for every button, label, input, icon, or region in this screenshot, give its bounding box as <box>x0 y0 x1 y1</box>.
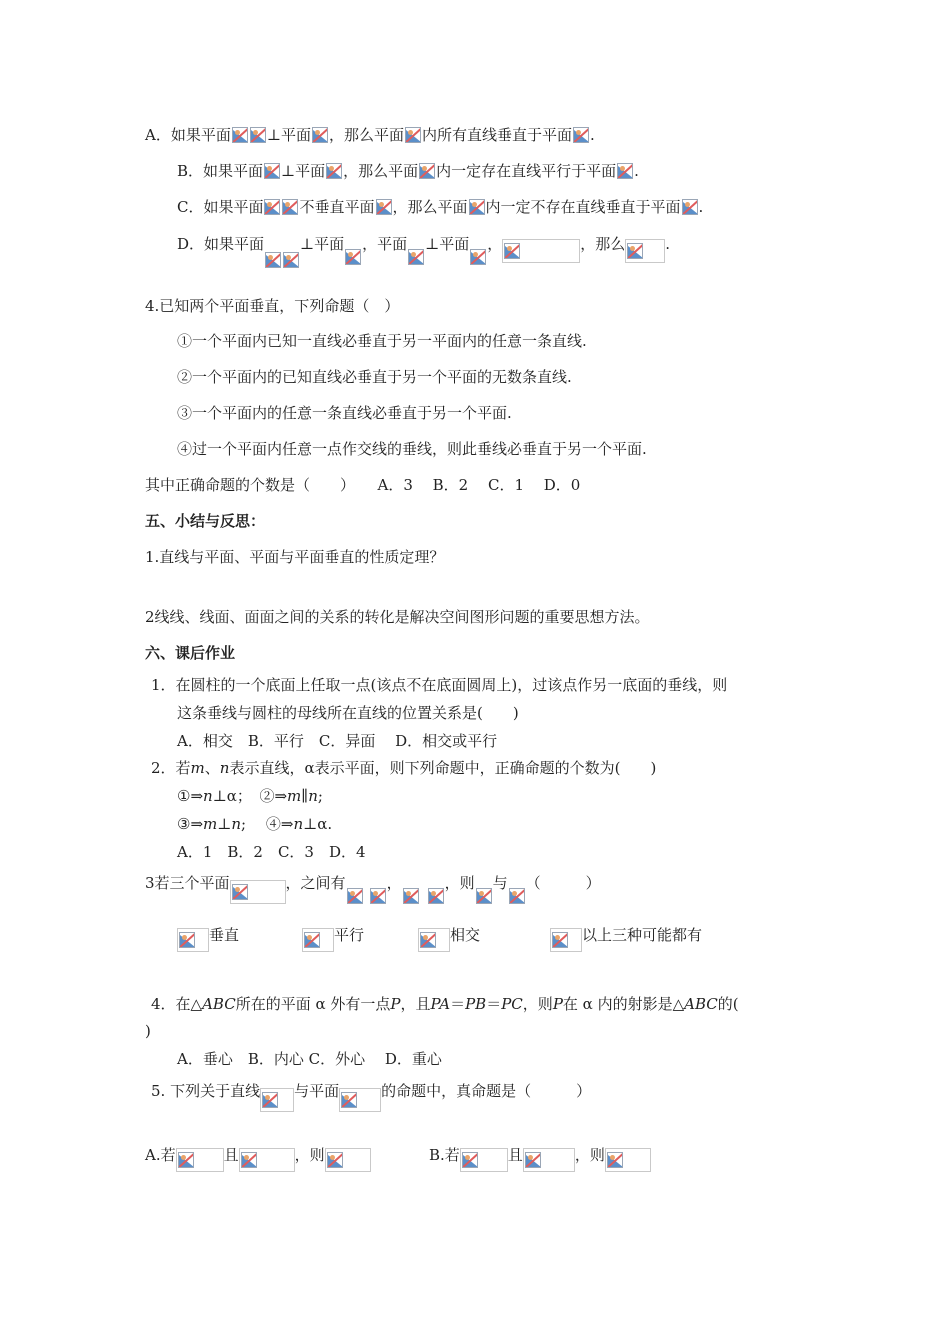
hw5-then2: ，则 <box>574 1146 605 1164</box>
broken-image-icon <box>241 1152 257 1168</box>
hw2-r1c: ⊥α； <box>212 787 260 805</box>
hw3-mid: ，之间有 <box>285 874 346 892</box>
broken-image-icon <box>370 888 386 904</box>
hw4-pb: PB <box>465 995 487 1013</box>
option-a-pre: A．如果平面 <box>145 126 231 144</box>
hw1-options: A．相交 B．平行 C．异面 D．相交或平行 <box>177 732 498 750</box>
option-a-end: . <box>589 126 595 144</box>
hw5-b: B.若 <box>429 1146 460 1164</box>
broken-image-icon <box>462 1152 478 1168</box>
hw4-stem <box>151 993 739 1015</box>
image-box <box>325 1148 371 1172</box>
section5-title: 五、小结与反思： <box>145 512 266 530</box>
broken-image-icon <box>469 199 485 215</box>
hw2-r1b: n <box>203 787 213 805</box>
hw2-post: 表示平面，则下列命题中，正确命题的个数为( ) <box>314 759 657 777</box>
broken-image-icon <box>179 932 195 948</box>
hw5-and2: 且 <box>507 1146 523 1164</box>
hw2-r2c: ⊥ <box>217 815 232 833</box>
hw2-mid: 表示直线， <box>229 759 305 777</box>
option-d-mid: ，平面 <box>362 235 408 253</box>
image-box <box>177 928 209 952</box>
q4-item-2: ②一个平面内的已知直线必垂直于另一个平面的无数条直线. <box>177 368 572 386</box>
hw2-r1h: ; <box>317 787 323 805</box>
section5-item-1: 1.直线与平面、平面与平面垂直的性质定理？ <box>145 548 445 566</box>
image-box <box>260 1088 294 1112</box>
hw2-r1f: ∥ <box>301 787 309 805</box>
hw1-line2: 这条垂线与圆柱的母线所在直线的位置关系是( ) <box>177 704 519 722</box>
option-c-pre: C．如果平面 <box>177 198 264 216</box>
option-d <box>177 233 670 271</box>
hw3-o2: 平行 <box>334 926 365 944</box>
broken-image-icon <box>403 888 419 904</box>
option-d-end: . <box>665 235 671 253</box>
broken-image-icon <box>178 1152 194 1168</box>
hw3-o4: 以上三种可能都有 <box>582 926 703 944</box>
option-b-perp: ⊥平面 <box>281 162 326 180</box>
hw4-options: A．垂心 B．内心 C．外心 D．重心 <box>177 1050 442 1068</box>
hw4-abc2: ABC <box>684 995 718 1013</box>
broken-image-icon <box>552 932 568 948</box>
option-a-perp: ⊥平面 <box>266 126 311 144</box>
broken-image-icon <box>607 1152 623 1168</box>
hw3-o3: 相交 <box>450 926 481 944</box>
broken-image-icon <box>232 884 248 900</box>
option-b <box>177 160 639 182</box>
image-box <box>176 1148 224 1172</box>
broken-image-icon <box>504 243 520 259</box>
option-c-perp: 不垂直平面 <box>299 198 375 216</box>
hw5-a: A.若 <box>145 1146 176 1164</box>
hw2-r2f: ⇒ <box>280 815 294 833</box>
broken-image-icon <box>476 888 492 904</box>
option-a-mid: ，那么平面 <box>328 126 404 144</box>
hw5-option-b <box>429 1144 651 1172</box>
option-d-pre: D．如果平面 <box>177 235 265 253</box>
hw3-c1: ， <box>386 874 402 892</box>
image-box <box>302 928 334 952</box>
broken-image-icon <box>405 127 421 143</box>
broken-image-icon <box>327 1152 343 1168</box>
hw4-a: 4．在△ <box>151 995 203 1013</box>
option-b-pre: B．如果平面 <box>177 162 264 180</box>
hw2-alpha: α <box>304 759 315 777</box>
image-box <box>418 928 450 952</box>
broken-image-icon <box>304 932 320 948</box>
hw4-pc: PC <box>501 995 523 1013</box>
hw4-e: 在 α 内的射影是△ <box>562 995 685 1013</box>
hw2-r2h: ⊥α. <box>303 815 333 833</box>
option-d-perp2: ⊥平面 <box>425 235 470 253</box>
hw4-p1: P <box>390 995 401 1013</box>
image-box <box>625 239 665 263</box>
q4-item-1: ①一个平面内已知一直线必垂直于另一平面内的任意一条直线. <box>177 332 587 350</box>
hw4-abc1: ABC <box>202 995 236 1013</box>
hw2-sep: 、 <box>204 759 220 777</box>
option-a <box>145 124 595 146</box>
broken-image-icon <box>264 199 280 215</box>
broken-image-icon <box>617 163 633 179</box>
hw3-option-4 <box>550 924 702 952</box>
hw4-eq2: ＝ <box>486 995 502 1013</box>
broken-image-icon <box>264 163 280 179</box>
option-b-mid: ，那么平面 <box>343 162 419 180</box>
option-b-post: 内一定存在直线平行于平面 <box>436 162 617 180</box>
hw2-row1 <box>177 785 323 807</box>
hw4-pa: PA <box>430 995 451 1013</box>
hw3-option-3 <box>418 924 480 952</box>
broken-image-icon <box>428 888 444 904</box>
hw3-o1: 垂直 <box>209 926 240 944</box>
hw2-r2d: n <box>231 815 242 833</box>
broken-image-icon <box>341 1092 357 1108</box>
image-box <box>460 1148 508 1172</box>
broken-image-icon <box>509 888 525 904</box>
image-box <box>523 1148 575 1172</box>
broken-image-icon <box>627 243 643 259</box>
image-box <box>550 928 582 952</box>
image-box <box>239 1148 295 1172</box>
broken-image-icon <box>470 249 486 265</box>
hw2-r1a: ①⇒ <box>177 787 204 805</box>
section6-title: 六、课后作业 <box>145 644 236 662</box>
broken-image-icon <box>525 1152 541 1168</box>
hw3-with: 与 <box>492 874 508 892</box>
hw2-r1d: ②⇒ <box>259 787 288 805</box>
hw3-pre: 3若三个平面 <box>145 874 230 892</box>
q4-item-4: ④过一个平面内任意一点作交线的垂线，则此垂线必垂直于另一个平面. <box>177 440 647 458</box>
hw2-r2e: ; ④ <box>241 815 281 833</box>
hw5-stem <box>151 1080 591 1112</box>
hw5-pre: 5. 下列关于直线 <box>151 1082 261 1100</box>
broken-image-icon <box>265 252 281 268</box>
option-c-mid: ，那么平面 <box>392 198 468 216</box>
hw2-r2a: ③⇒ <box>177 815 204 833</box>
hw1-line1: 1．在圆柱的一个底面上任取一点(该点不在底面圆周上)，过该点作另一底面的垂线，则 <box>151 676 728 694</box>
hw2-options: A．1 B．2 C．3 D．4 <box>177 843 366 861</box>
hw2-row2 <box>177 813 332 835</box>
hw2-r1e: m <box>287 787 302 805</box>
broken-image-icon <box>326 163 342 179</box>
broken-image-icon <box>420 932 436 948</box>
hw4-eq1: ＝ <box>450 995 466 1013</box>
hw4-b: 所在的平面 α 外有一点 <box>235 995 391 1013</box>
hw5-post: 的命题中，真命题是（ ） <box>381 1082 592 1100</box>
hw3-option-2 <box>302 924 364 952</box>
hw5-and: 且 <box>223 1146 239 1164</box>
broken-image-icon <box>419 163 435 179</box>
broken-image-icon <box>376 199 392 215</box>
hw3-option-1 <box>177 924 239 952</box>
hw5-option-a <box>145 1144 371 1172</box>
image-box <box>502 239 580 263</box>
broken-image-icon <box>232 127 248 143</box>
hw2-r1g: n <box>308 787 318 805</box>
q4-answer: 其中正确命题的个数是（ ） A．3 B．2 C．1 D．0 <box>145 476 581 494</box>
option-b-end: . <box>634 162 639 180</box>
q4-stem: 4.已知两个平面垂直，下列命题（ ） <box>145 297 400 315</box>
broken-image-icon <box>262 1092 278 1108</box>
image-box <box>339 1088 381 1112</box>
broken-image-icon <box>347 888 363 904</box>
option-a-post: 内所有直线垂直于平面 <box>421 126 572 144</box>
broken-image-icon <box>573 127 589 143</box>
broken-image-icon <box>408 249 424 265</box>
hw2-stem <box>151 757 656 779</box>
broken-image-icon <box>345 249 361 265</box>
hw3-c2: ，则 <box>444 874 475 892</box>
hw4-c: ，且 <box>400 995 431 1013</box>
image-box <box>230 880 286 904</box>
broken-image-icon <box>312 127 328 143</box>
option-d-comma: ， <box>487 235 503 253</box>
hw4-close: ) <box>145 1022 151 1040</box>
hw5-then: ，则 <box>294 1146 325 1164</box>
broken-image-icon <box>282 199 298 215</box>
option-d-then: ，那么 <box>580 235 626 253</box>
broken-image-icon <box>250 127 266 143</box>
option-c-post: 内一定不存在直线垂直于平面 <box>485 198 681 216</box>
option-c-end: . <box>698 198 704 216</box>
image-box <box>605 1148 651 1172</box>
hw4-f: 的( <box>717 995 739 1013</box>
option-d-perp: ⊥平面 <box>300 235 345 253</box>
hw4-p2: P <box>552 995 563 1013</box>
section5-item-2: 2线线、线面、面面之间的关系的转化是解决空间图形问题的重要思想方法。 <box>145 608 650 626</box>
hw2-r2b: m <box>203 815 218 833</box>
q4-item-3: ③一个平面内的任意一条直线必垂直于另一个平面. <box>177 404 512 422</box>
hw2-pre: 2．若 <box>151 759 191 777</box>
option-c <box>177 196 703 218</box>
hw3-stem <box>145 872 601 904</box>
broken-image-icon <box>682 199 698 215</box>
hw2-n: n <box>219 759 230 777</box>
hw2-r2g: n <box>293 815 304 833</box>
hw4-d: ，则 <box>522 995 553 1013</box>
hw3-paren: （ ） <box>525 874 601 892</box>
hw2-m: m <box>190 759 205 777</box>
hw5-mid: 与平面 <box>294 1082 340 1100</box>
broken-image-icon <box>283 252 299 268</box>
